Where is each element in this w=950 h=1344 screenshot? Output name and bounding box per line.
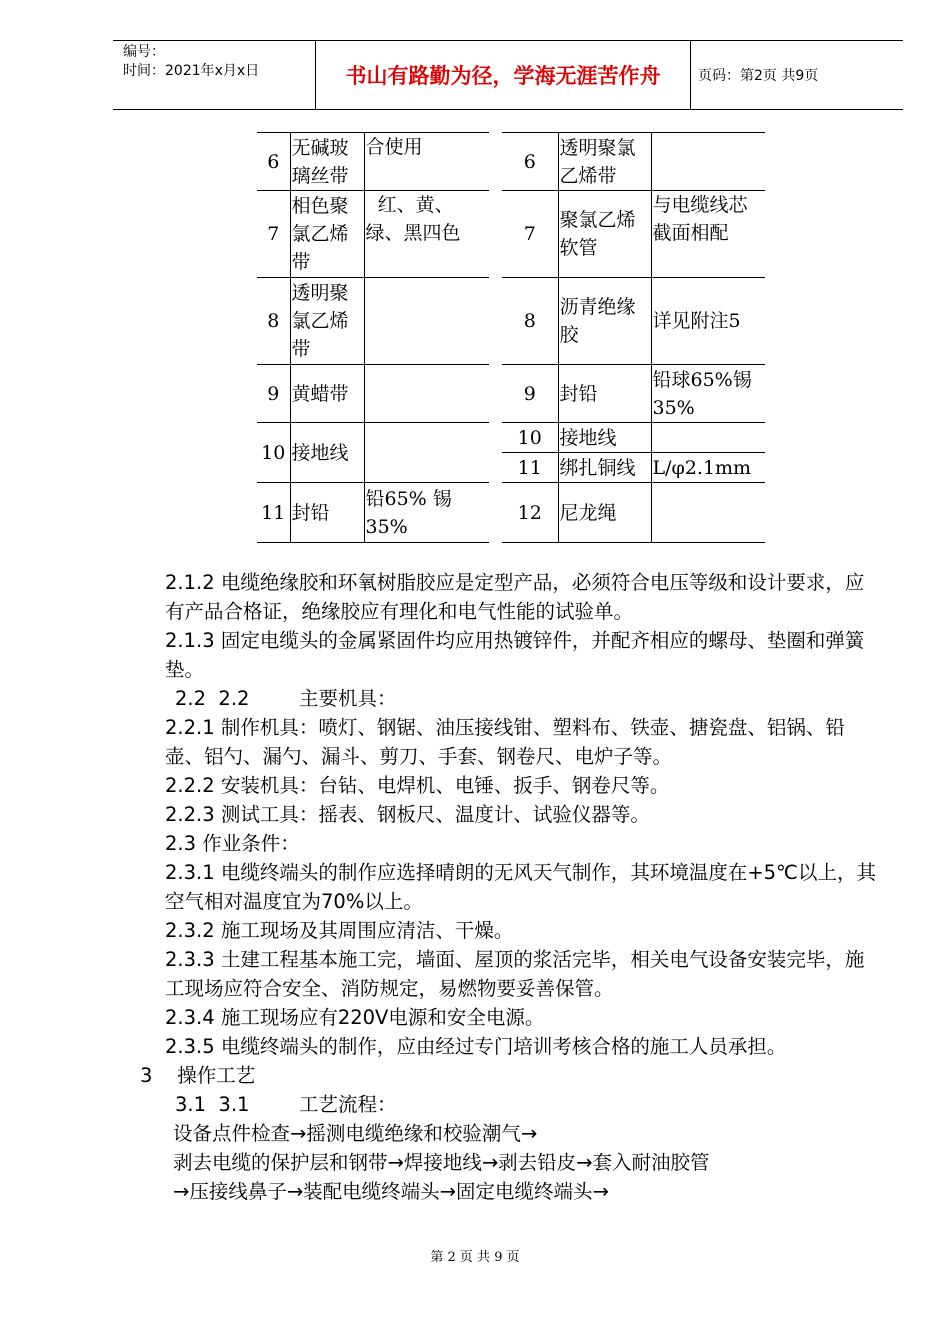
row-number: 9 <box>257 365 290 423</box>
row-number: 8 <box>502 278 558 365</box>
paragraph: 2.2.3 测试工具：摇表、钢板尺、温度计、试验仪器等。 <box>165 803 650 826</box>
process-flow-line: →压接线鼻子→装配电缆终端头→固定电缆终端头→ <box>173 1180 609 1203</box>
paragraph: 2.3.2 施工现场及其周围应清洁、干燥。 <box>165 919 514 942</box>
time-label: 时间：2021年x月x日 <box>123 63 260 79</box>
material-spec <box>364 278 489 365</box>
paragraph: 2.2.2 安装机具：台钻、电焊机、电锤、扳手、钢卷尺等。 <box>165 774 670 797</box>
row-number: 12 <box>502 483 558 543</box>
document-body <box>140 568 880 1206</box>
material-spec <box>364 423 489 483</box>
table-row <box>257 191 489 278</box>
section-heading: 2.3 作业条件： <box>165 832 300 855</box>
row-number: 9 <box>502 365 558 423</box>
materials-table-right <box>502 132 765 543</box>
paragraph: 2.1.2 电缆绝缘胶和环氧树脂胶应是定型产品，必须符合电压等级和设计要求，应有产品合格证，绝缘胶应有理化和电气性能的试验单。 <box>165 571 865 623</box>
material-name: 封铅 <box>290 483 364 543</box>
material-name: 相色聚氯乙烯带 <box>290 191 364 278</box>
number-label: 编号： <box>123 44 165 60</box>
table-row <box>502 278 765 365</box>
table-row <box>257 278 489 365</box>
header-page-label: 页码：第2页 共9页 <box>698 68 819 84</box>
material-spec: L/φ2.1mm <box>651 453 765 483</box>
material-name: 接地线 <box>558 423 651 453</box>
material-name: 透明聚氯乙烯带 <box>290 278 364 365</box>
material-spec <box>651 423 765 453</box>
material-name: 无碱玻璃丝带 <box>290 133 364 191</box>
material-spec <box>651 133 765 191</box>
row-number: 10 <box>502 423 558 453</box>
row-number: 7 <box>502 191 558 278</box>
row-number: 7 <box>257 191 290 278</box>
table-row <box>257 365 489 423</box>
table-row <box>502 133 765 191</box>
material-name: 封铅 <box>558 365 651 423</box>
row-number: 11 <box>502 453 558 483</box>
table-row <box>502 191 765 278</box>
row-number: 6 <box>257 133 290 191</box>
table-row <box>257 423 489 483</box>
page-header <box>113 40 903 110</box>
table-row <box>257 133 489 191</box>
table-row <box>502 453 765 483</box>
material-spec: 铅65% 锡35% <box>364 483 489 543</box>
row-number: 10 <box>257 423 290 483</box>
paragraph: 2.3.4 施工现场应有220V电源和安全电源。 <box>165 1006 545 1029</box>
process-flow-line: 剥去电缆的保护层和钢带→焊接地线→剥去铅皮→套入耐油胶管 <box>173 1151 710 1174</box>
paragraph: 2.3.1 电缆终端头的制作应选择晴朗的无风天气制作，其环境温度在+5℃以上，其空气相对温度宜为70%以上。 <box>165 861 876 913</box>
material-name: 黄蜡带 <box>290 365 364 423</box>
paragraph: 2.3.3 土建工程基本施工完，墙面、屋顶的浆活完毕，相关电气设备安装完毕，施工现场应符合安全、消防规定，易燃物要妥善保管。 <box>165 948 865 1000</box>
page-footer: 第 2 页 共 9 页 <box>430 1250 520 1265</box>
section-heading: 3 操作工艺 <box>140 1064 256 1087</box>
material-spec: 红、黄、绿、黑四色 <box>364 191 489 278</box>
materials-table-left <box>257 132 489 543</box>
table-row <box>502 483 765 543</box>
header-motto: 书山有路勤为径，学海无涯苦作舟 <box>315 41 691 109</box>
material-name: 聚氯乙烯软管 <box>558 191 651 278</box>
table-row <box>502 365 765 423</box>
material-spec: 详见附注5 <box>651 278 765 365</box>
table-row <box>257 483 489 543</box>
row-number: 8 <box>257 278 290 365</box>
section-heading: 2.2 2.2 主要机具： <box>175 687 397 710</box>
material-name: 尼龙绳 <box>558 483 651 543</box>
material-name: 沥青绝缘胶 <box>558 278 651 365</box>
material-spec: 合使用 <box>364 133 489 191</box>
material-name: 接地线 <box>290 423 364 483</box>
paragraph: 2.3.5 电缆终端头的制作，应由经过专门培训考核合格的施工人员承担。 <box>165 1035 787 1058</box>
process-flow-line: 设备点件检查→摇测电缆绝缘和校验潮气→ <box>173 1122 538 1145</box>
header-meta <box>113 41 313 109</box>
material-name: 绑扎铜线 <box>558 453 651 483</box>
row-number: 11 <box>257 483 290 543</box>
section-heading: 3.1 3.1 工艺流程： <box>175 1093 397 1116</box>
table-row <box>502 423 765 453</box>
material-spec <box>364 365 489 423</box>
row-number: 6 <box>502 133 558 191</box>
paragraph: 2.1.3 固定电缆头的金属紧固件均应用热镀锌件，并配齐相应的螺母、垫圈和弹簧垫。 <box>165 629 865 681</box>
material-name: 透明聚氯乙烯带 <box>558 133 651 191</box>
paragraph: 2.2.1 制作机具：喷灯、钢锯、油压接线钳、塑料布、铁壶、搪瓷盘、铝锅、铅壶、铝勺、漏勺、漏斗、剪刀、手套、钢卷尺、电炉子等。 <box>165 716 845 768</box>
material-spec <box>651 483 765 543</box>
material-spec: 与电缆线芯截面相配 <box>651 191 765 278</box>
material-spec: 铅球65%锡35% <box>651 365 765 423</box>
